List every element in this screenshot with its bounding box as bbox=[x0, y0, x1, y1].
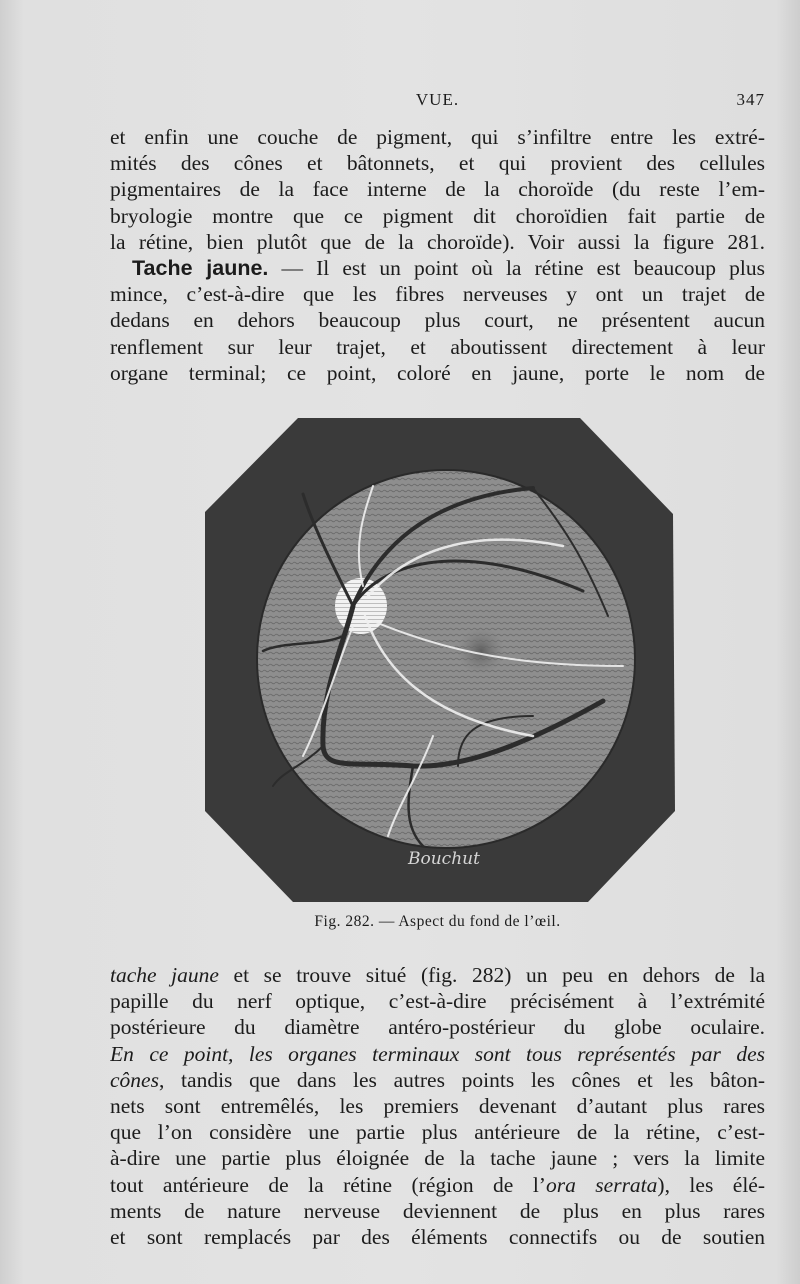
page-number: 347 bbox=[736, 90, 765, 109]
fundus-illustration bbox=[203, 416, 675, 903]
text-line: mités des cônes et bâtonnets, et qui provient des cellules bbox=[110, 151, 765, 176]
italic-term: cônes bbox=[110, 1067, 159, 1092]
italic-term: ora serrata bbox=[545, 1172, 658, 1197]
text-line: En ce point, les organes terminaux sont tous représentés par des bbox=[110, 1041, 765, 1066]
artist-signature: Bouchut bbox=[408, 849, 480, 869]
text-line: mince, c’est-à-dire que les fibres nerveuses y ont un trajet de bbox=[110, 282, 765, 307]
text-line bbox=[110, 1067, 765, 1093]
running-head bbox=[110, 90, 765, 114]
text-line: à-dire une partie plus éloignée de la tache jaune ; vers la limite bbox=[110, 1146, 765, 1171]
section-heading: Tache jaune. bbox=[132, 255, 269, 280]
text-run: tout antérieure de la rétine (région de l’ bbox=[110, 1172, 546, 1197]
text-line: la rétine, bien plutôt que de la choroïde). Voir aussi la figure 281. bbox=[110, 229, 765, 254]
figure-caption: Fig. 282. — Aspect du fond de l’œil. bbox=[314, 913, 561, 930]
text-line: bryologie montre que ce pigment dit choroïdien fait partie de bbox=[110, 203, 765, 228]
text-line: dedans en dehors beaucoup plus court, ne présentent aucun bbox=[110, 308, 765, 333]
text-line: et enfin une couche de pigment, qui s’infiltre entre les extré- bbox=[110, 125, 765, 149]
section-line-text: — Il est un point où la rétine est beaucoup plus bbox=[268, 255, 765, 280]
paragraph-bottom bbox=[110, 962, 765, 1250]
text-run: et se trouve situé (fig. 282) un peu en dehors de la bbox=[218, 963, 765, 987]
running-title: VUE. bbox=[415, 90, 460, 109]
text-line: organe terminal; ce point, coloré en jaune, porte le nom de bbox=[110, 360, 765, 385]
paragraph-top bbox=[110, 124, 765, 386]
text-line bbox=[110, 962, 765, 988]
section-first-line bbox=[110, 255, 765, 281]
text-line: pigmentaires de la face interne de la choroïde (du reste l’em- bbox=[110, 177, 765, 202]
text-line: ments de nature nerveuse deviennent de plus en plus rares bbox=[110, 1198, 765, 1223]
fundus-drawing bbox=[203, 416, 675, 903]
text-line: que l’on considère une partie plus antérieure de la rétine, c’est- bbox=[110, 1120, 765, 1145]
text-run: ), les élé- bbox=[657, 1172, 765, 1197]
text-line: nets sont entremêlés, les premiers devenant d’autant plus rares bbox=[110, 1093, 765, 1118]
text-line: renflement sur leur trajet, et aboutissent directement à leur bbox=[110, 334, 765, 359]
text-line: postérieure du diamètre antéro-postérieur du globe oculaire. bbox=[110, 1015, 765, 1040]
text-line: et sont remplacés par des éléments connectifs ou de soutien bbox=[110, 1224, 765, 1249]
italic-term: tache jaune bbox=[110, 963, 219, 987]
text-line bbox=[110, 1172, 765, 1198]
text-run: , tandis que dans les autres points les cônes et les bâton- bbox=[158, 1067, 765, 1092]
text-line: papille du nerf optique, c’est-à-dire précisément à l’extrémité bbox=[110, 989, 765, 1014]
